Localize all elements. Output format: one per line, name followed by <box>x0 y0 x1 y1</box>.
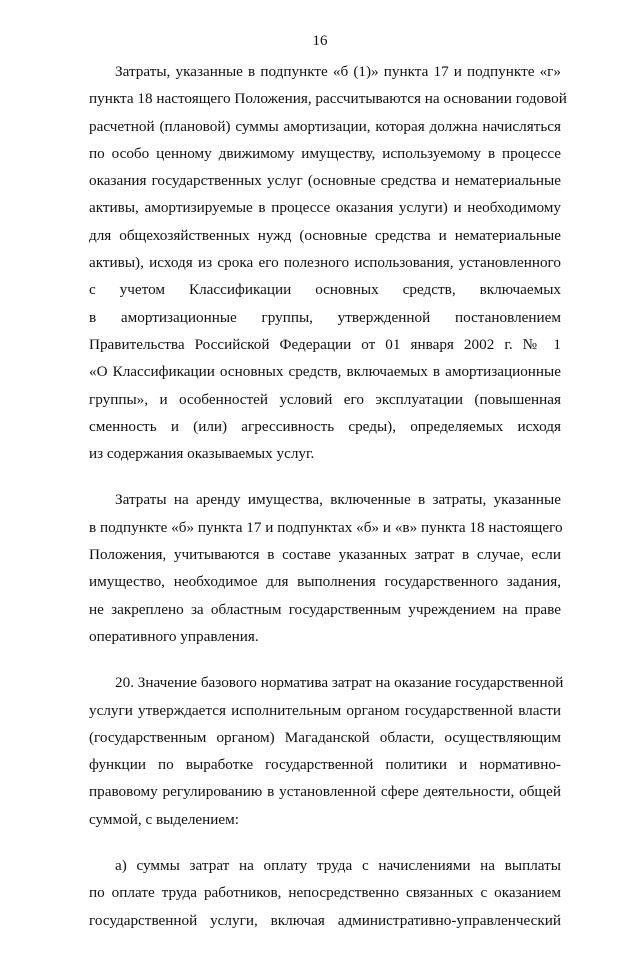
text-line: услуги утверждается исполнительным органом государственной власти <box>89 701 561 719</box>
text-line: Затраты на аренду имущества, включенные в затраты, указанные <box>115 491 561 509</box>
text-line: пункта 18 настоящего Положения, рассчитываются на основании годовой <box>89 90 567 108</box>
text-line: в амортизационные группы, утвержденной постановлением <box>89 308 561 326</box>
text-line: «О Классификации основных средств, включаемых в амортизационные <box>89 363 561 381</box>
text-line: суммой, с выделением: <box>89 810 239 828</box>
text-line: расчетной (плановой) суммы амортизации, которая должна начисляться <box>89 117 561 135</box>
paragraph-rent-costs <box>89 486 561 650</box>
text-line: оказания государственных услуг (основные средства и нематериальные <box>89 172 561 190</box>
text-line: а) суммы затрат на оплату труда с начислениями на выплаты <box>115 857 561 875</box>
paragraph-subitem-a <box>89 852 561 934</box>
text-line: активы, амортизируемые в процессе оказания услуги) и необходимому <box>89 199 561 217</box>
text-line: не закреплено за областным государственным учреждением на праве <box>89 600 561 618</box>
text-line: в подпункте «б» пункта 17 и подпунктах «б» и «в» пункта 18 настоящего <box>89 518 563 536</box>
text-line: активы), исходя из срока его полезного использования, установленного <box>89 254 561 272</box>
text-line: государственной услуги, включая административно-управленческий <box>89 911 561 929</box>
text-line: по особо ценному движимому имуществу, используемому в процессе <box>89 144 561 162</box>
text-line: для общехозяйственных нужд (основные средства и нематериальные <box>89 226 561 244</box>
text-line: из содержания оказываемых услуг. <box>89 445 315 463</box>
page-number: 16 <box>312 33 328 49</box>
text-line: по оплате труда работников, непосредственно связанных с оказанием <box>89 884 561 902</box>
text-line: Затраты, указанные в подпункте «б (1)» пункта 17 и подпункте «г» <box>115 63 561 80</box>
document-body <box>89 58 567 953</box>
text-line: сменность и (или) агрессивность среды), определяемых исходя <box>89 417 561 435</box>
text-line: Положения, учитываются в составе указанных затрат в случае, если <box>89 546 561 564</box>
paragraph-item-20 <box>89 669 564 833</box>
text-line: Правительства Российской Федерации от 01 января 2002 г. № 1 <box>89 335 561 353</box>
text-line: группы», и особенностей условий его эксплуатации (повышенная <box>89 390 561 408</box>
text-line: с учетом Классификации основных средств, включаемых <box>89 281 561 299</box>
text-line: 20. Значение базового норматива затрат на оказание государственной <box>115 674 564 692</box>
text-line: функции по выработке государственной политики и нормативно- <box>89 756 561 774</box>
text-line: правовому регулированию в установленной сфере деятельности, общей <box>89 783 561 801</box>
paragraph-depreciation-costs <box>89 58 567 467</box>
text-line: имущество, необходимое для выполнения государственного задания, <box>89 573 561 591</box>
text-line: (государственным органом) Магаданской области, осуществляющим <box>89 728 561 746</box>
text-line: оперативного управления. <box>89 627 259 645</box>
